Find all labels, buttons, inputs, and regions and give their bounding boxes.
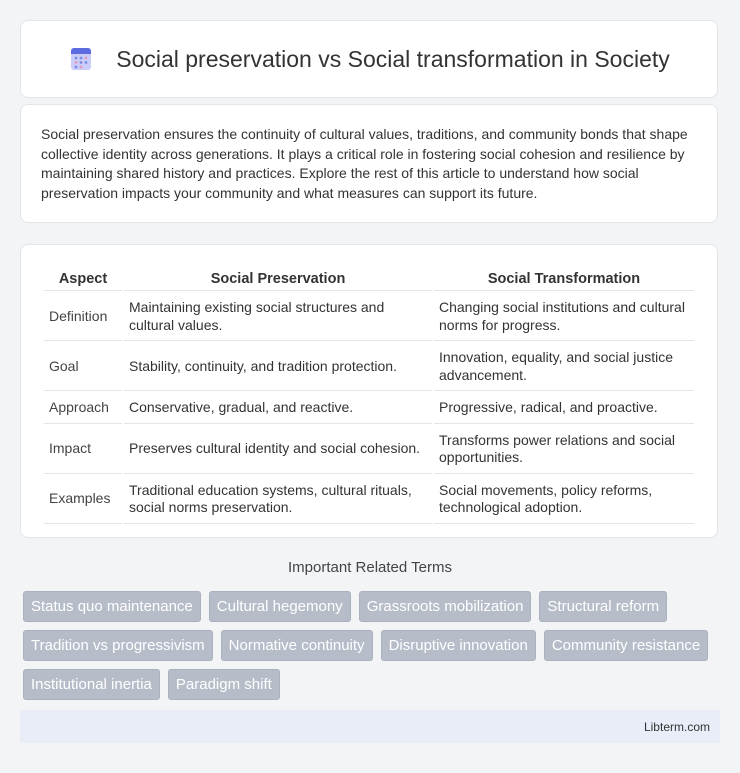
related-term-tag[interactable]: Tradition vs progressivism — [23, 630, 213, 661]
column-header-transformation: Social Transformation — [434, 267, 694, 291]
table-row — [44, 293, 694, 341]
row-aspect: Goal — [44, 343, 122, 391]
footer-site-link[interactable]: Libterm.com — [643, 719, 710, 734]
row-preservation: Stability, continuity, and tradition protection. — [124, 343, 432, 391]
related-term-tag[interactable]: Grassroots mobilization — [359, 591, 532, 622]
row-preservation: Preserves cultural identity and social cohesion. — [124, 426, 432, 474]
row-preservation: Conservative, gradual, and reactive. — [124, 393, 432, 424]
table-row — [44, 343, 694, 391]
related-terms-list — [23, 591, 723, 708]
row-transformation: Progressive, radical, and proactive. — [434, 393, 694, 424]
row-transformation: Social movements, policy reforms, technological adoption. — [434, 476, 694, 524]
table-header-row — [44, 267, 694, 291]
related-term-tag[interactable]: Status quo maintenance — [23, 591, 201, 622]
related-terms-heading: Important Related Terms — [288, 559, 452, 576]
related-term-tag[interactable]: Cultural hegemony — [209, 591, 351, 622]
table-row — [44, 426, 694, 474]
footer — [20, 710, 720, 743]
title-wrap — [21, 21, 717, 97]
column-header-preservation: Social Preservation — [124, 267, 432, 291]
related-term-tag[interactable]: Paradigm shift — [168, 669, 280, 700]
related-term-tag[interactable]: Community resistance — [544, 630, 708, 661]
table-row — [44, 476, 694, 524]
row-transformation: Transforms power relations and social opportunities. — [434, 426, 694, 474]
intro-card — [20, 104, 718, 223]
column-header-aspect: Aspect — [44, 267, 122, 291]
comparison-table-card — [20, 244, 718, 538]
row-aspect: Approach — [44, 393, 122, 424]
intro-paragraph: Social preservation ensures the continuity of cultural values, traditions, and community bonds that shape collective identity across generations. It plays a critical role in fostering social cohesion and resilience by maintaining shared history and practices. Explore the rest of this article to understand how social preservation impacts your community and what measures can support its future. — [41, 126, 688, 201]
page-title: Social preservation vs Social transformation in Society — [116, 45, 670, 72]
comparison-table — [42, 265, 696, 526]
table-row — [44, 393, 694, 424]
title-card — [20, 20, 718, 98]
row-aspect: Definition — [44, 293, 122, 341]
row-transformation: Innovation, equality, and social justice advancement. — [434, 343, 694, 391]
related-term-tag[interactable]: Institutional inertia — [23, 669, 160, 700]
row-aspect: Impact — [44, 426, 122, 474]
related-term-tag[interactable]: Normative continuity — [221, 630, 373, 661]
document-grid-icon — [68, 46, 94, 72]
row-preservation: Maintaining existing social structures and cultural values. — [124, 293, 432, 341]
related-term-tag[interactable]: Structural reform — [539, 591, 667, 622]
related-term-tag[interactable]: Disruptive innovation — [381, 630, 536, 661]
row-aspect: Examples — [44, 476, 122, 524]
row-transformation: Changing social institutions and cultural norms for progress. — [434, 293, 694, 341]
row-preservation: Traditional education systems, cultural rituals, social norms preservation. — [124, 476, 432, 524]
